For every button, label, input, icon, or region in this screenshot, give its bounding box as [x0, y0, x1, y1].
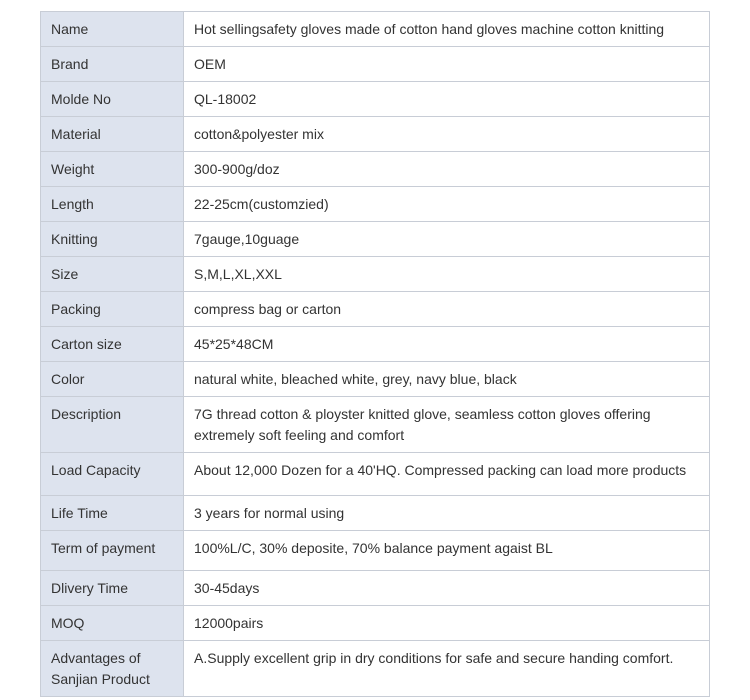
- row-label: Life Time: [41, 496, 184, 531]
- table-row: [41, 641, 710, 697]
- product-spec-table: [40, 11, 710, 697]
- row-label: Knitting: [41, 222, 184, 257]
- table-row: [41, 571, 710, 606]
- table-row: [41, 453, 710, 496]
- row-value: 45*25*48CM: [184, 327, 710, 362]
- row-label: Material: [41, 117, 184, 152]
- table-row: [41, 152, 710, 187]
- table-row: [41, 117, 710, 152]
- row-label: Packing: [41, 292, 184, 327]
- table-row: [41, 187, 710, 222]
- row-value: OEM: [184, 47, 710, 82]
- row-label: Brand: [41, 47, 184, 82]
- row-label: Size: [41, 257, 184, 292]
- row-label: Carton size: [41, 327, 184, 362]
- row-label: Term of payment: [41, 531, 184, 571]
- row-value: QL-18002: [184, 82, 710, 117]
- table-row: [41, 362, 710, 397]
- table-row: [41, 606, 710, 641]
- row-label: Molde No: [41, 82, 184, 117]
- table-row: [41, 292, 710, 327]
- table-row: [41, 12, 710, 47]
- row-value: cotton&polyester mix: [184, 117, 710, 152]
- row-value: A.Supply excellent grip in dry conditions for safe and secure handing comfort.: [184, 641, 710, 697]
- row-label: MOQ: [41, 606, 184, 641]
- table-row: [41, 257, 710, 292]
- table-row: [41, 82, 710, 117]
- table-row: [41, 327, 710, 362]
- row-value: compress bag or carton: [184, 292, 710, 327]
- row-value: 3 years for normal using: [184, 496, 710, 531]
- row-label: Load Capacity: [41, 453, 184, 496]
- table-row: [41, 397, 710, 453]
- row-value: S,M,L,XL,XXL: [184, 257, 710, 292]
- row-value: 100%L/C, 30% deposite, 70% balance payment agaist BL: [184, 531, 710, 571]
- row-value: 22-25cm(customzied): [184, 187, 710, 222]
- row-label: Weight: [41, 152, 184, 187]
- table-row: [41, 496, 710, 531]
- table-row: [41, 47, 710, 82]
- row-value: Hot sellingsafety gloves made of cotton hand gloves machine cotton knitting: [184, 12, 710, 47]
- table-row: [41, 222, 710, 257]
- product-spec-table-container: [40, 11, 710, 697]
- row-label: Length: [41, 187, 184, 222]
- table-row: [41, 531, 710, 571]
- row-label: Color: [41, 362, 184, 397]
- row-value: natural white, bleached white, grey, navy blue, black: [184, 362, 710, 397]
- row-value: 30-45days: [184, 571, 710, 606]
- row-label: Name: [41, 12, 184, 47]
- row-label: Advantages of Sanjian Product: [41, 641, 184, 697]
- row-value: 7G thread cotton & ployster knitted glove, seamless cotton gloves offering extremely soft feeling and comfort: [184, 397, 710, 453]
- row-label: Description: [41, 397, 184, 453]
- row-label: Dlivery Time: [41, 571, 184, 606]
- row-value: About 12,000 Dozen for a 40'HQ. Compressed packing can load more products: [184, 453, 710, 496]
- row-value: 7gauge,10guage: [184, 222, 710, 257]
- row-value: 12000pairs: [184, 606, 710, 641]
- row-value: 300-900g/doz: [184, 152, 710, 187]
